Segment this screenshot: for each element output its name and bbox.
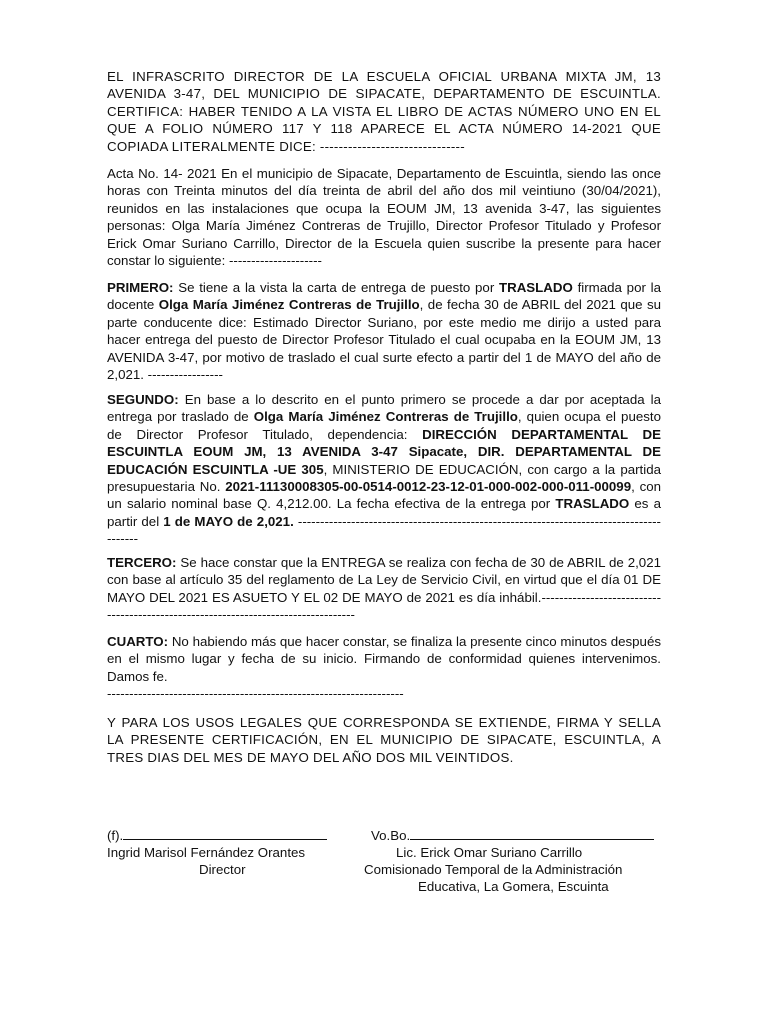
right-signer-title-2: Educativa, La Gomera, Escuinta: [418, 879, 609, 894]
segundo-paragraph: [107, 391, 661, 548]
segundo-text-5: es a partir del: [107, 496, 662, 529]
intro-paragraph: EL INFRASCRITO DIRECTOR DE LA ESCUELA OFICIAL URBANA MIXTA JM, 13 AVENIDA 3-47, DEL MUNICIPIO DE SIPACATE, DEPARTAMENTO DE ESCUINTLA. CERTIFICA: HABER TENIDO A LA VISTA EL LIBRO DE ACTAS NÚMERO UNO EN EL QUE A FOLIO NÚMERO 117 Y 118 APARECE EL ACTA NÚMERO 14-2021 QUE COPIADA LITERALMENTE DICE: -------------------------------: [107, 69, 661, 154]
cuarto-rule: -------------------------------------------------------------------: [107, 686, 404, 702]
right-signature-prefix: Vo.Bo.: [371, 828, 411, 843]
primero-text-1: Se tiene a la vista la carta de entrega de puesto por: [173, 280, 499, 295]
right-signature-line: [371, 827, 654, 844]
right-signer-title-1: Comisionado Temporal de la Administración: [364, 862, 623, 877]
tercero-label: TERCERO:: [107, 555, 177, 570]
tercero-paragraph: [107, 554, 661, 624]
acta-paragraph: Acta No. 14- 2021 En el municipio de Sipacate, Departamento de Escuintla, siendo las once horas con Treinta minutos del día treinta de abril del año dos mil veintiuno (30/04/2021), reunidos en las instalaciones que ocupa la EOUM JM, 13 avenida 3-47, las siguientes personas: Olga María Jiménez Contreras de Trujillo, Director Profesor Titulado y Profesor Erick Omar Suriano Carrillo, Director de la Escuela quien suscribe la presente para hacer constar lo siguiente: ---------------------: [107, 166, 661, 269]
left-signature-prefix: (f).: [107, 828, 124, 843]
cuarto-text-1: No habiendo más que hacer constar, se finaliza la presente cinco minutos después en el mismo lugar y fecha de su inicio. Firmando de conformidad quienes intervenimos. Damos fe.: [107, 634, 661, 684]
left-signature-underline: [123, 828, 327, 840]
left-signer-name: Ingrid Marisol Fernández Orantes: [107, 845, 306, 860]
segundo-text-1: En base a lo descrito en el punto primero se procede a dar por aceptada la entrega por traslado de: [107, 392, 661, 425]
segundo-text-2: , quien ocupa el puesto de Director Profesor Titulado, dependencia:: [107, 409, 661, 442]
left-signer-title: Director: [199, 862, 246, 877]
primero-label: PRIMERO:: [107, 280, 174, 295]
segundo-bold-1: Olga María Jiménez Contreras de Trujillo: [253, 409, 518, 425]
cuarto-label: CUARTO:: [107, 634, 169, 649]
segundo-text-3: , MINISTERIO DE EDUCACIÓN, con cargo a la partida presupuestaria No.: [107, 461, 661, 495]
left-signature-line: [107, 827, 327, 844]
cuarto-paragraph: [107, 633, 661, 703]
primero-bold-1: TRASLADO: [498, 280, 573, 295]
primero-bold-2: Olga María Jiménez Contreras de Trujillo: [158, 297, 420, 313]
segundo-label: SEGUNDO:: [107, 392, 179, 407]
segundo-text-6: -----------------------------------------------------------------------------------------: [107, 513, 661, 547]
tercero-text-1: Se hace constar que la ENTREGA se realiza con fecha de 30 de ABRIL de 2,021 con base al artículo 35 del reglamento de La Ley de Servicio Civil, en virtud que el día 01 DE MAYO DEL 2021 ES ASUETO Y EL 02 DE MAYO de 2021 es día inhábil.-----------------------------------------------------------------------------------: [107, 555, 661, 623]
segundo-text-4: , con un salario nominal base Q. 4,212.00. La fecha efectiva de la entrega por: [107, 479, 662, 512]
right-signature-underline: [410, 828, 654, 840]
segundo-bold-4: TRASLADO: [555, 496, 630, 512]
primero-paragraph: [107, 279, 661, 383]
primero-text-3: , de fecha 30 de ABRIL del 2021 que su parte conducente dice: Estimado Director Suriano, por este medio me dirijo a usted para hacer entrega del puesto de Director Profesor Titulado el cual ocupaba en la EOUM JM, 13 AVENIDA 3-47, por motivo de traslado el cual surte efecto a partir del 1 de MAYO del año de 2,021. -----------------: [107, 297, 661, 383]
right-signer-name: Lic. Erick Omar Suriano Carrillo: [396, 845, 583, 860]
segundo-bold-2: DIRECCIÓN DEPARTAMENTAL DE ESCUINTLA EOUM JM, 13 AVENIDA 3-47 Sipacate, DIR. DEPARTAMENTAL DE EDUCACIÓN ESCUINTLA -UE 305: [107, 426, 661, 477]
closing-paragraph: Y PARA LOS USOS LEGALES QUE CORRESPONDA SE EXTIENDE, FIRMA Y SELLA LA PRESENTE CERTIFICACIÓN, EN EL MUNICIPIO DE SIPACATE, ESCUINTLA, A TRES DIAS DEL MES DE MAYO DEL AÑO DOS MIL VEINTIDOS.: [107, 715, 661, 765]
segundo-bold-3: 2021-11130008305-00-0514-0012-23-12-01-000-002-000-011-00099: [225, 479, 632, 495]
primero-text-2: firmada por la docente: [107, 280, 661, 313]
segundo-bold-5: 1 de MAYO de 2,021.: [163, 513, 294, 529]
